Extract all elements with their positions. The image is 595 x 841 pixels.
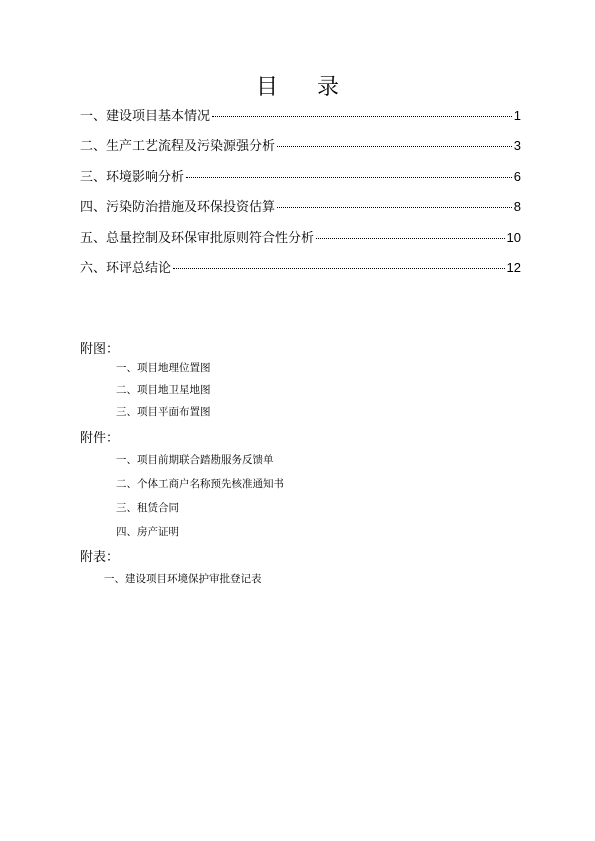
- toc-entry-6[interactable]: [80, 257, 521, 287]
- toc-leader-dots: [186, 177, 512, 178]
- toc-leader-dots: [212, 116, 512, 117]
- toc-entry-label: 三、环境影响分析: [80, 169, 185, 185]
- toc-leader-dots: [173, 268, 505, 269]
- page-title: 目 录: [256, 75, 355, 100]
- toc-leader-dots: [277, 207, 512, 208]
- toc-entry-2[interactable]: [80, 135, 521, 165]
- toc-entry-4[interactable]: [80, 196, 521, 226]
- tables-heading: 附表：: [80, 550, 120, 565]
- toc-page-number: 6: [513, 168, 521, 184]
- toc-leader-dots: [277, 146, 512, 147]
- attachment-item: 四、房产证明: [116, 526, 179, 538]
- toc-entry-1[interactable]: [80, 105, 521, 135]
- toc-entry-3[interactable]: [80, 166, 521, 196]
- figure-item: 三、项目平面布置图: [116, 406, 211, 418]
- toc-entry-label: 五、总量控制及环保审批原则符合性分析: [80, 230, 315, 246]
- attachments-heading: 附件：: [80, 431, 120, 446]
- toc-page-number: 8: [513, 199, 521, 215]
- toc-entry-label: 四、污染防治措施及环保投资估算: [80, 200, 276, 216]
- toc-leader-dots: [316, 238, 505, 239]
- figure-item: 一、项目地理位置图: [116, 362, 211, 374]
- figures-heading: 附图：: [80, 342, 120, 357]
- attachment-item: 三、租赁合同: [116, 502, 179, 514]
- table-of-contents: [80, 105, 521, 287]
- toc-page-number: 1: [513, 108, 521, 123]
- toc-entry-5[interactable]: [80, 227, 521, 257]
- attachment-item: 二、个体工商户名称预先核准通知书: [116, 478, 284, 490]
- attachment-item: 一、项目前期联合踏勘服务反馈单: [116, 454, 274, 466]
- figure-item: 二、项目地卫星地图: [116, 384, 211, 396]
- toc-page-number: 12: [506, 259, 521, 275]
- toc-entry-label: 六、环评总结论: [80, 260, 172, 276]
- toc-page-number: 3: [513, 138, 521, 154]
- toc-entry-label: 一、建设项目基本情况: [80, 109, 211, 124]
- table-item: 一、建设项目环境保护审批登记表: [104, 573, 262, 585]
- toc-page-number: 10: [506, 229, 521, 245]
- toc-entry-label: 二、生产工艺流程及污染源强分析: [80, 139, 276, 155]
